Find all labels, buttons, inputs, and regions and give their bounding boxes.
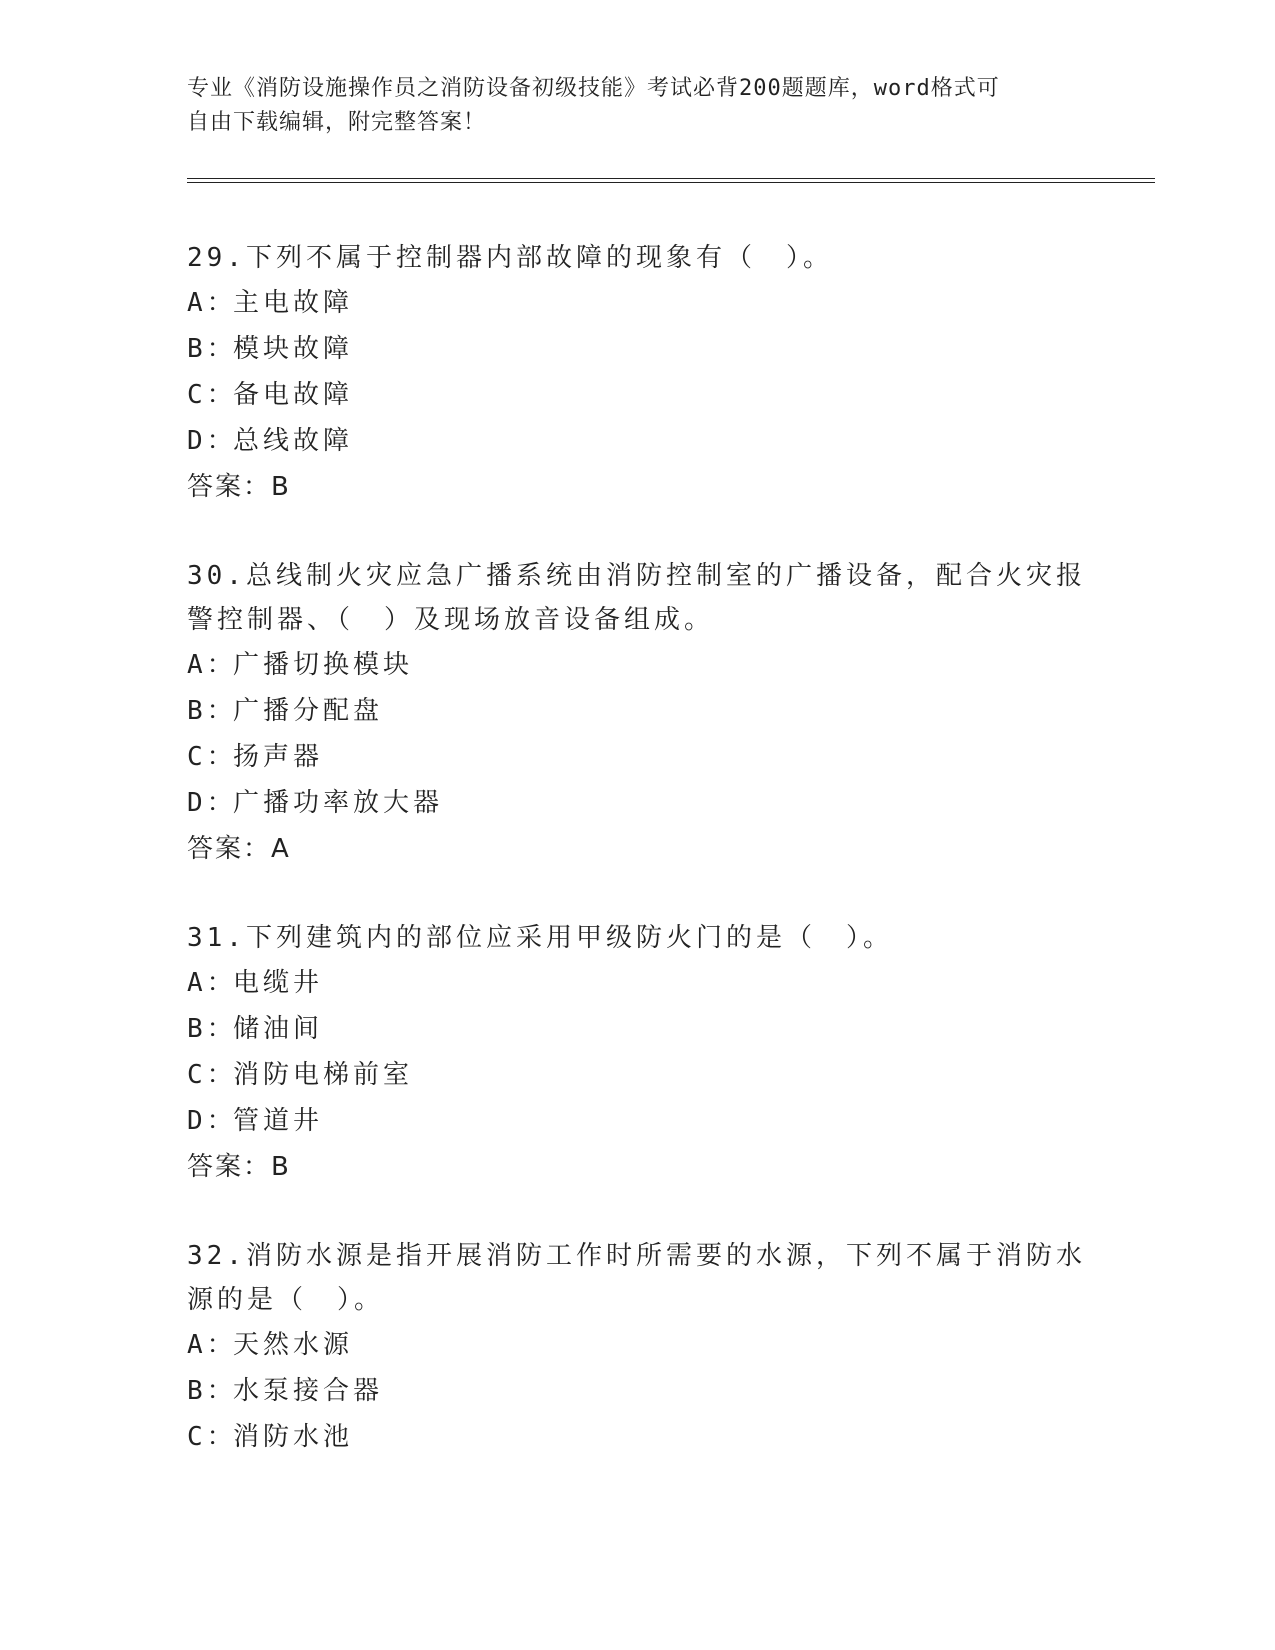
header-line-1: 专业《消防设施操作员之消防设备初级技能》考试必背200题题库，word格式可 (187, 76, 1000, 101)
option-key: D： (187, 1106, 237, 1136)
option-key: A： (187, 1330, 237, 1360)
option-text: 水泵接合器 (233, 1376, 384, 1406)
option-text: 消防电梯前室 (233, 1060, 414, 1090)
option-b (187, 688, 1087, 734)
option-a (187, 1322, 1087, 1368)
question-29 (187, 236, 1087, 510)
option-b (187, 1006, 1087, 1052)
option-text: 模块故障 (233, 334, 354, 364)
option-key: A： (187, 288, 237, 318)
option-key: C： (187, 742, 237, 772)
option-key: D： (187, 426, 237, 456)
option-text: 总线故障 (233, 426, 354, 456)
option-c (187, 372, 1087, 418)
question-text: 31.下列建筑内的部位应采用甲级防火门的是（ ）。 (187, 923, 893, 953)
option-text: 广播分配盘 (233, 696, 384, 726)
option-c (187, 1414, 1087, 1460)
question-text: 30.总线制火灾应急广播系统由消防控制室的广播设备，配合火灾报警控制器、（ ）及现场放音设备组成。 (187, 561, 1086, 635)
option-key: C： (187, 1060, 237, 1090)
header-line-2: 自由下载编辑，附完整答案！ (187, 110, 487, 135)
option-a (187, 642, 1087, 688)
header-divider (187, 178, 1155, 183)
option-text: 天然水源 (233, 1330, 354, 1360)
question-31 (187, 916, 1087, 1190)
answer-line: 答案：B (187, 1152, 291, 1182)
option-text: 广播切换模块 (233, 650, 414, 680)
option-key: B： (187, 1014, 237, 1044)
question-text: 29.下列不属于控制器内部故障的现象有（ ）。 (187, 243, 833, 273)
option-b (187, 1368, 1087, 1414)
question-30 (187, 554, 1087, 872)
question-text: 32.消防水源是指开展消防工作时所需要的水源，下列不属于消防水源的是（ ）。 (187, 1241, 1086, 1315)
option-text: 主电故障 (233, 288, 354, 318)
option-key: D： (187, 788, 237, 818)
option-text: 储油间 (233, 1014, 324, 1044)
option-b (187, 326, 1087, 372)
option-text: 消防水池 (233, 1422, 354, 1452)
option-key: A： (187, 968, 237, 998)
option-key: A： (187, 650, 237, 680)
option-text: 广播功率放大器 (233, 788, 444, 818)
option-d (187, 418, 1087, 464)
option-text: 电缆井 (233, 968, 324, 998)
question-list (187, 236, 1087, 1504)
page-header (187, 72, 1087, 140)
option-text: 管道井 (233, 1106, 324, 1136)
option-a (187, 960, 1087, 1006)
option-key: C： (187, 1422, 237, 1452)
option-text: 扬声器 (233, 742, 324, 772)
answer-line: 答案：A (187, 834, 291, 864)
option-a (187, 280, 1087, 326)
option-c (187, 1052, 1087, 1098)
option-key: B： (187, 334, 237, 364)
answer-line: 答案：B (187, 472, 291, 502)
option-key: C： (187, 380, 237, 410)
option-c (187, 734, 1087, 780)
question-32 (187, 1234, 1087, 1460)
option-text: 备电故障 (233, 380, 354, 410)
option-key: B： (187, 696, 237, 726)
option-key: B： (187, 1376, 237, 1406)
option-d (187, 780, 1087, 826)
option-d (187, 1098, 1087, 1144)
